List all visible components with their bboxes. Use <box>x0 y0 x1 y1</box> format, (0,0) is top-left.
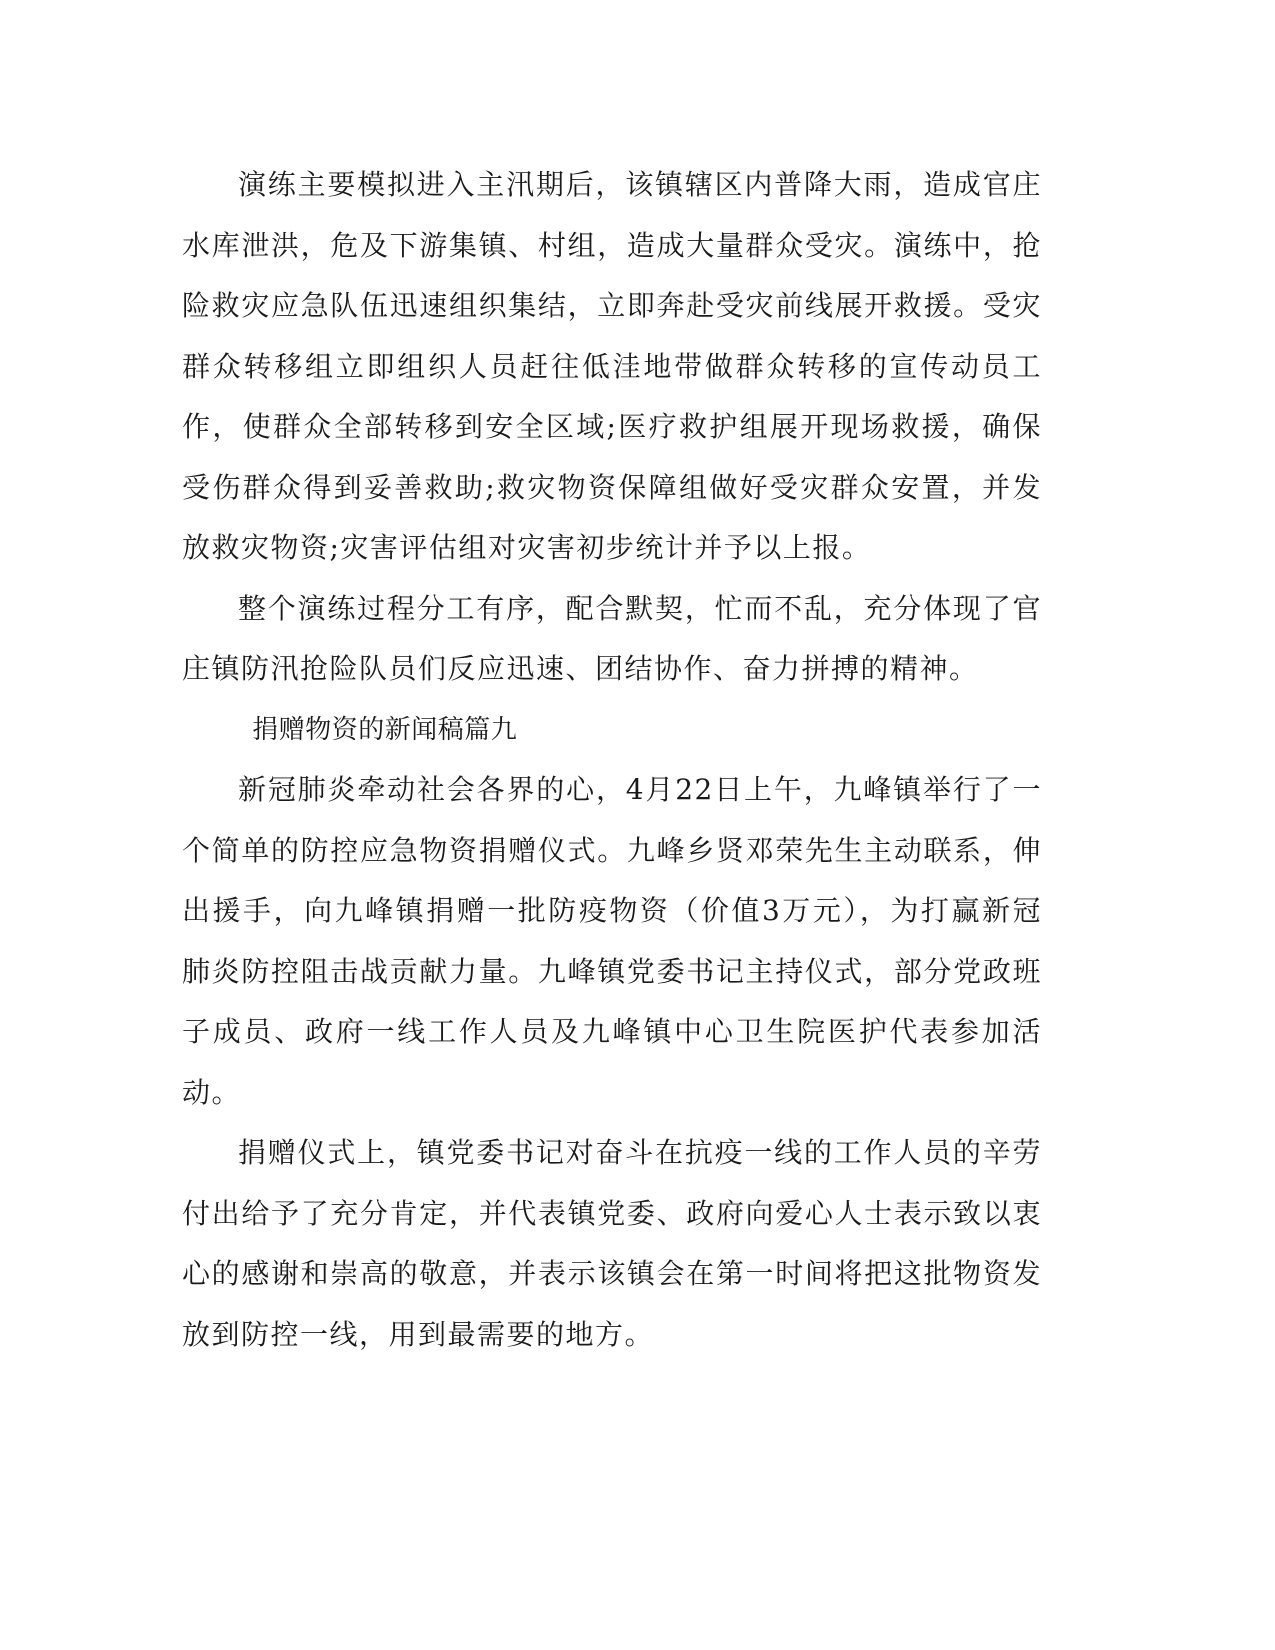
paragraph-drill-description: 演练主要模拟进入主汛期后，该镇辖区内普降大雨，造成官庄水库泄洪，危及下游集镇、村组，造成大量群众受灾。演练中，抢险救灾应急队伍迅速组织集结，立即奔赴受灾前线展开救援。受灾群众转移组立即组织人员赶往低洼地带做群众转移的宣传动员工作，使群众全部转移到安全区域;医疗救护组展开现场救援，确保受伤群众得到妥善救助;救灾物资保障组做好受灾群众安置，并发放救灾物资;灾害评估组对灾害初步统计并予以上报。 <box>182 168 1042 564</box>
paragraph-donation-ceremony: 新冠肺炎牵动社会各界的心，4月22日上午，九峰镇举行了一个简单的防控应急物资捐赠仪式。九峰乡贤邓荣先生主动联系，伸出援手，向九峰镇捐赠一批防疫物资（价值3万元），为打赢新冠肺炎防控阻击战贡献力量。九峰镇党委书记主持仪式，部分党政班子成员、政府一线工作人员及九峰镇中心卫生院医护代表参加活动。 <box>182 773 1042 1109</box>
paragraph-donation-speech: 捐赠仪式上，镇党委书记对奋斗在抗疫一线的工作人员的辛劳付出给予了充分肯定，并代表镇党委、政府向爱心人士表示致以衷心的感谢和崇高的敬意，并表示该镇会在第一时间将把这批物资发放到防控一线，用到最需要的地方。 <box>182 1136 1042 1351</box>
section-heading: 捐赠物资的新闻稿篇九 <box>252 714 518 745</box>
document-page <box>182 155 1042 1365</box>
paragraph-drill-summary: 整个演练过程分工有序，配合默契，忙而不乱，充分体现了官庄镇防汛抢险队员们反应迅速、团结协作、奋力拼搏的精神。 <box>182 591 1042 685</box>
